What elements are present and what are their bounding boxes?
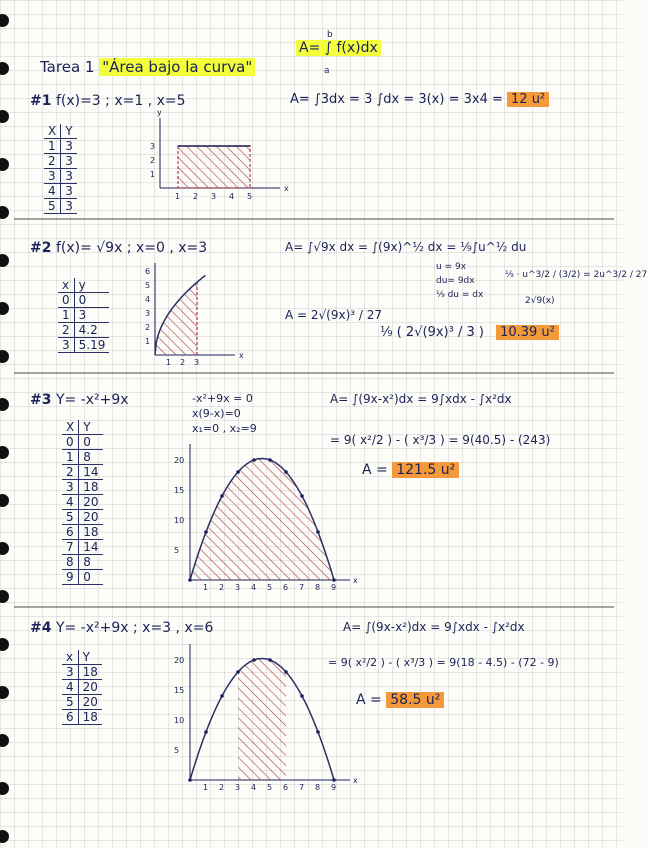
table-row (58, 323, 109, 338)
y-tick-label: 5 (174, 546, 180, 555)
x-tick-label: 3 (211, 192, 217, 201)
problem-4-value-table (62, 650, 102, 725)
y-tick-label: 5 (145, 281, 151, 290)
binder-hole (0, 782, 9, 795)
table-cell: 3 (61, 169, 77, 184)
problem-3-integral: A= ∫(9x-x²)dx = 9∫xdx - ∫x²dx (330, 392, 512, 406)
data-point (204, 730, 208, 734)
y-tick-label: 1 (150, 170, 156, 179)
binder-hole (0, 206, 9, 219)
problem-1-integral (290, 92, 549, 107)
table-cell: 5 (62, 510, 79, 525)
x-axis-label: x (284, 184, 289, 193)
table-row (62, 555, 103, 570)
table-row (62, 525, 103, 540)
column-header: Y (78, 650, 102, 665)
table-cell: 18 (78, 710, 102, 725)
table-cell: 5.19 (74, 338, 109, 353)
binder-hole (0, 398, 9, 411)
binder-hole (0, 254, 9, 267)
table-cell: 20 (78, 680, 102, 695)
problem-2-side-1: ⅑ · u^3/2 / (3/2) = 2u^3/2 / 27 (505, 270, 647, 280)
x-tick-label: 5 (247, 192, 253, 201)
data-point (220, 694, 224, 698)
problem-2-subst-3: ⅑ du = dx (436, 290, 484, 300)
table-cell: 3 (58, 338, 74, 353)
binder-hole (0, 830, 9, 843)
problem-4-id: #4 (30, 620, 52, 636)
table-cell: 3 (62, 665, 78, 680)
problem-2-header (30, 240, 207, 256)
table-row (62, 480, 103, 495)
binder-hole (0, 350, 9, 363)
table-row (44, 139, 77, 154)
table-cell: 6 (62, 710, 78, 725)
table-cell: 0 (79, 435, 103, 450)
data-point (236, 670, 240, 674)
title-topic: "Área bajo la curva" (99, 58, 255, 76)
problem-1-graph (140, 108, 289, 210)
table-cell: 2 (62, 465, 79, 480)
table-cell: 14 (79, 465, 103, 480)
column-header: x (62, 650, 78, 665)
binder-hole (0, 14, 9, 27)
table-cell: 20 (79, 495, 103, 510)
column-header: Y (79, 420, 103, 435)
x-tick-label: 1 (203, 583, 209, 592)
binder-hole (0, 494, 9, 507)
problem-4-statement: Y= -x²+9x ; x=3 , x=6 (55, 620, 214, 636)
table-cell: 2 (58, 323, 74, 338)
problem-2-eval (380, 325, 559, 340)
problem-2-subst-2: du= 9dx (436, 276, 475, 286)
data-point (332, 578, 336, 582)
table-cell: 4 (44, 184, 61, 199)
table-cell: 1 (58, 308, 74, 323)
data-point (332, 778, 336, 782)
x-tick-label: 6 (283, 583, 289, 592)
data-point (316, 530, 320, 534)
table-row (58, 338, 109, 353)
data-point (316, 730, 320, 734)
y-tick-label: 3 (150, 142, 156, 151)
table-cell: 0 (58, 293, 74, 308)
table-row (44, 184, 77, 199)
table-cell: 9 (62, 570, 79, 585)
table-row (62, 450, 103, 465)
binder-hole (0, 158, 9, 171)
table-row (62, 710, 102, 725)
problem-2-side-2: 2√9(x) (525, 296, 555, 306)
column-header: Y (61, 124, 77, 139)
problem-3-value-table (62, 420, 103, 585)
shaded-area (178, 146, 250, 188)
problem-3-roots-3: x₁=0 , x₂=9 (192, 422, 257, 435)
problem-1-integral-text: A= ∫3dx = 3 ∫dx = 3(x) = 3x4 = (290, 92, 503, 107)
table-row (62, 465, 103, 480)
table-cell: 5 (62, 695, 78, 710)
table-cell: 3 (61, 199, 77, 214)
table-cell: 5 (44, 199, 61, 214)
problem-4-eval: = 9( x²/2 ) - ( x³/3 ) = 9(18 - 4.5) - (72 - 9) (328, 656, 559, 669)
table-cell: 7 (62, 540, 79, 555)
table-row (44, 169, 77, 184)
table-cell: 1 (62, 450, 79, 465)
problem-3-header (30, 392, 129, 408)
table-row (44, 199, 77, 214)
table-cell: 0 (74, 293, 109, 308)
table-header-row (62, 650, 102, 665)
table-row (62, 540, 103, 555)
data-point (268, 658, 272, 662)
table-cell: 20 (79, 510, 103, 525)
table-row (62, 435, 103, 450)
x-tick-label: 4 (251, 583, 257, 592)
binder-hole (0, 590, 9, 603)
table-header-row (58, 278, 109, 293)
x-tick-label: 5 (267, 583, 273, 592)
binder-hole (0, 686, 9, 699)
problem-3-roots-2: x(9-x)=0 (192, 407, 241, 420)
data-point (188, 778, 192, 782)
shaded-area (238, 659, 286, 781)
x-tick-label: 4 (251, 783, 257, 792)
table-row (62, 570, 103, 585)
problem-1-id: #1 (30, 93, 52, 109)
area-formula-text: A= ∫ f(x)dx (299, 40, 378, 56)
assignment-title (40, 58, 255, 76)
binder-hole (0, 542, 9, 555)
x-tick-label: 9 (331, 583, 337, 592)
problem-2-subst-1: u = 9x (436, 262, 467, 272)
table-cell: 18 (79, 480, 103, 495)
table-cell: 3 (74, 308, 109, 323)
x-tick-label: 3 (235, 583, 241, 592)
problem-2-id: #2 (30, 240, 52, 256)
y-tick-label: 15 (174, 486, 185, 495)
problem-1-statement: f(x)=3 ; x=1 , x=5 (55, 93, 186, 109)
x-tick-label: 9 (331, 783, 337, 792)
table-cell: 8 (79, 450, 103, 465)
binder-hole (0, 110, 9, 123)
binder-holes (0, 0, 14, 848)
table-row (58, 308, 109, 323)
y-tick-label: 5 (174, 746, 180, 755)
table-row (44, 154, 77, 169)
x-tick-label: 8 (315, 783, 321, 792)
x-axis-label: x (353, 776, 358, 785)
x-tick-label: 2 (219, 583, 225, 592)
area-formula (296, 40, 381, 56)
table-cell: 14 (79, 540, 103, 555)
problem-4-graph (160, 640, 360, 800)
problem-3-roots-1: -x²+9x = 0 (192, 392, 253, 405)
table-cell: 8 (62, 555, 79, 570)
column-header: X (62, 420, 79, 435)
problem-3-result (362, 462, 459, 478)
data-point (284, 470, 288, 474)
binder-hole (0, 302, 9, 315)
table-cell: 3 (62, 480, 79, 495)
problem-2-value-table (58, 278, 109, 353)
x-tick-label: 1 (175, 192, 181, 201)
data-point (300, 494, 304, 498)
problem-1-answer: 12 u² (507, 92, 549, 107)
y-tick-label: 20 (174, 456, 185, 465)
problem-3-graph (160, 440, 360, 600)
problem-3-eval: = 9( x²/2 ) - ( x³/3 ) = 9(40.5) - (243) (330, 433, 551, 447)
table-cell: 0 (79, 570, 103, 585)
x-tick-label: 7 (299, 583, 305, 592)
formula-lower-limit: a (324, 66, 330, 76)
binder-hole (0, 446, 9, 459)
table-row (58, 293, 109, 308)
problem-4-header (30, 620, 213, 636)
y-tick-label: 6 (145, 267, 151, 276)
table-cell: 2 (44, 154, 61, 169)
data-point (252, 658, 256, 662)
table-cell: 20 (78, 695, 102, 710)
binder-hole (0, 62, 9, 75)
problem-2-eval-text: ⅑ ( 2√(9x)³ / 3 ) (380, 325, 484, 340)
x-tick-label: 3 (194, 358, 200, 367)
data-point (252, 458, 256, 462)
problem-4-integral: A= ∫(9x-x²)dx = 9∫xdx - ∫x²dx (343, 620, 525, 634)
table-cell: 0 (62, 435, 79, 450)
x-tick-label: 3 (235, 783, 241, 792)
x-tick-label: 6 (283, 783, 289, 792)
section-divider-3 (14, 606, 614, 608)
y-tick-label: 2 (145, 323, 151, 332)
table-cell: 18 (79, 525, 103, 540)
data-point (220, 494, 224, 498)
data-point (300, 694, 304, 698)
data-point (204, 530, 208, 534)
table-row (62, 495, 103, 510)
y-tick-label: 4 (145, 295, 151, 304)
problem-4-result-prefix: A = (356, 692, 382, 708)
table-cell: 8 (79, 555, 103, 570)
column-header: x (58, 278, 74, 293)
table-row (62, 695, 102, 710)
table-cell: 3 (61, 139, 77, 154)
x-tick-label: 2 (219, 783, 225, 792)
table-cell: 18 (78, 665, 102, 680)
column-header: X (44, 124, 61, 139)
table-cell: 3 (44, 169, 61, 184)
problem-3-statement: Y= -x²+9x (55, 392, 129, 408)
x-tick-label: 2 (193, 192, 199, 201)
data-point (268, 458, 272, 462)
problem-1-header (30, 93, 186, 109)
table-header-row (44, 124, 77, 139)
problem-3-id: #3 (30, 392, 52, 408)
column-header: y (74, 278, 109, 293)
table-header-row (62, 420, 103, 435)
table-cell: 3 (61, 184, 77, 199)
y-tick-label: 15 (174, 686, 185, 695)
y-tick-label: 1 (145, 337, 151, 346)
x-tick-label: 4 (229, 192, 235, 201)
table-cell: 6 (62, 525, 79, 540)
data-point (188, 578, 192, 582)
y-tick-label: 10 (174, 716, 185, 725)
problem-3-answer: 121.5 u² (392, 462, 459, 478)
y-axis-label: y (157, 108, 162, 117)
problem-3-result-prefix: A = (362, 462, 388, 478)
title-label: Tarea 1 (40, 58, 95, 76)
table-cell: 1 (44, 139, 61, 154)
data-point (236, 470, 240, 474)
table-cell: 4 (62, 680, 78, 695)
problem-4-answer: 58.5 u² (386, 692, 444, 708)
y-tick-label: 2 (150, 156, 156, 165)
problem-2-statement: f(x)= √9x ; x=0 , x=3 (55, 240, 208, 256)
binder-hole (0, 734, 9, 747)
x-tick-label: 2 (180, 358, 186, 367)
binder-hole (0, 638, 9, 651)
x-axis-label: x (239, 351, 244, 360)
data-point (284, 670, 288, 674)
x-tick-label: 7 (299, 783, 305, 792)
x-axis-label: x (353, 576, 358, 585)
section-divider-1 (14, 218, 614, 220)
y-tick-label: 20 (174, 656, 185, 665)
table-cell: 4 (62, 495, 79, 510)
table-cell: 4.2 (74, 323, 109, 338)
table-row (62, 680, 102, 695)
problem-2-area-expr: A = 2√(9x)³ / 27 (285, 308, 383, 322)
problem-4-result (356, 692, 444, 708)
section-divider-2 (14, 372, 614, 374)
table-row (62, 510, 103, 525)
x-tick-label: 1 (166, 358, 172, 367)
problem-2-graph (135, 255, 245, 365)
table-cell: 3 (61, 154, 77, 169)
x-tick-label: 1 (203, 783, 209, 792)
x-tick-label: 5 (267, 783, 273, 792)
y-tick-label: 3 (145, 309, 151, 318)
table-row (62, 665, 102, 680)
problem-2-answer: 10.39 u² (496, 325, 559, 340)
y-tick-label: 10 (174, 516, 185, 525)
x-tick-label: 8 (315, 583, 321, 592)
shaded-area (155, 283, 197, 355)
problem-2-integral: A= ∫√9x dx = ∫(9x)^½ dx = ⅑∫u^½ du (285, 240, 527, 254)
formula-upper-limit: b (327, 30, 333, 40)
problem-1-value-table (44, 124, 77, 214)
